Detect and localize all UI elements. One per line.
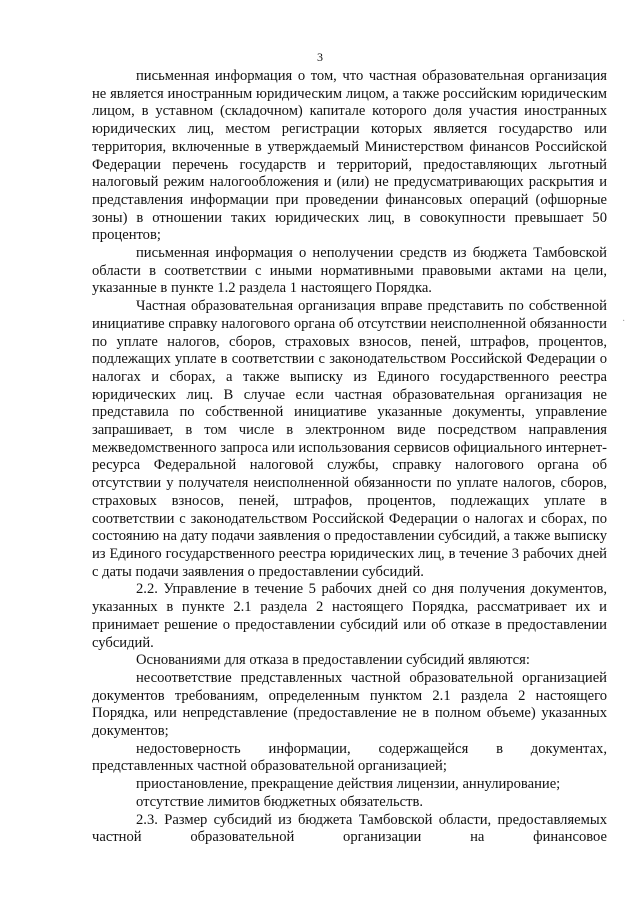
paragraph-refusal-unreliable-info: недостоверность информации, содержащейся в документах, представленных частной образовательной организацией; — [92, 740, 607, 775]
paragraph-2-2-review: 2.2. Управление в течение 5 рабочих дней со дня получения документов, указанных в пункте 2.1 раздела 2 настоящего Порядка, рассматривает их и принимает решение о предоставлении субсидий или об отказе в предоставлении субсидий. — [92, 581, 607, 651]
paragraph-no-budget-funds-info: письменная информация о неполучении средств из бюджета Тамбовской области в соответствии с иными нормативными правовыми актами на цели, указанные в пункте 1.2 раздела 1 настоящего Порядка. — [92, 245, 607, 297]
paragraph-foreign-ownership-info: письменная информация о том, что частная образовательная организация не является иностранным юридическим лицом, а также российским юридическим лицом, в уставном (складочном) капитале которого доля участия иностранных юридических лиц, местом регистрации которых является государство или территория, включенные в утверждаемый Министерством финансов Российской Федерации перечень государств и территорий, предоставляющих льготный налоговый режим налогообложения и (или) не предусматривающих раскрытия и представления информации при проведении финансовых операций (офшорные зоны) в отношении таких юридических лиц, в совокупности превышает 50 процентов; — [92, 68, 607, 244]
paragraph-2-3-subsidy-amount: 2.3. Размер субсидий из бюджета Тамбовской области, предоставляемых частной образовательной организации на финансовое — [92, 811, 607, 846]
page-number: 3 — [317, 50, 323, 64]
paragraph-tax-certificate: Частная образовательная организация вправе представить по собственной инициативе справку налогового органа об отсутствии неисполненной обязанности по уплате налогов, сборов, страховых взносов, пеней, штрафов, процентов, подлежащих уплате в соответствии с законодательством Российской Федерации о налогах и сборах, а также выписку из Единого государственного реестра юридических лиц. В случае если частная образовательная организация не представила по собственной инициативе указанные документы, управление запрашивает, в том числе в электронном виде посредством направления межведомственного запроса или использования сервисов официального интернет-ресурса Федеральной налоговой службы, справку налогового органа об отсутствии у получателя неисполненной обязанности по уплате налогов, сборов, страховых взносов, пеней, штрафов, процентов, подлежащих уплате в соответствии с законодательством Российской Федерации о налогах и сборах, по состоянию на дату подачи заявления о предоставлении субсидий, а также выписку из Единого государственного реестра юридических лиц, в течение 3 рабочих дней с даты подачи заявления о предоставлении субсидий. — [92, 298, 607, 580]
paragraph-refusal-license: приостановление, прекращение действия лицензии, аннулирование; — [136, 776, 561, 793]
paragraph-refusal-limits: отсутствие лимитов бюджетных обязательств. — [136, 793, 424, 810]
margin-mark: · — [622, 316, 626, 327]
paragraph-refusal-grounds-heading: Основаниями для отказа в предоставлении субсидий являются: — [136, 652, 530, 669]
paragraph-refusal-noncompliance: несоответствие представленных частной образовательной организацией документов требованиям, определенным пунктом 2.1 раздела 2 настоящего Порядка, или непредставление (предоставление не в полном объеме) указанных документов; — [92, 669, 607, 740]
document-body — [92, 68, 607, 847]
